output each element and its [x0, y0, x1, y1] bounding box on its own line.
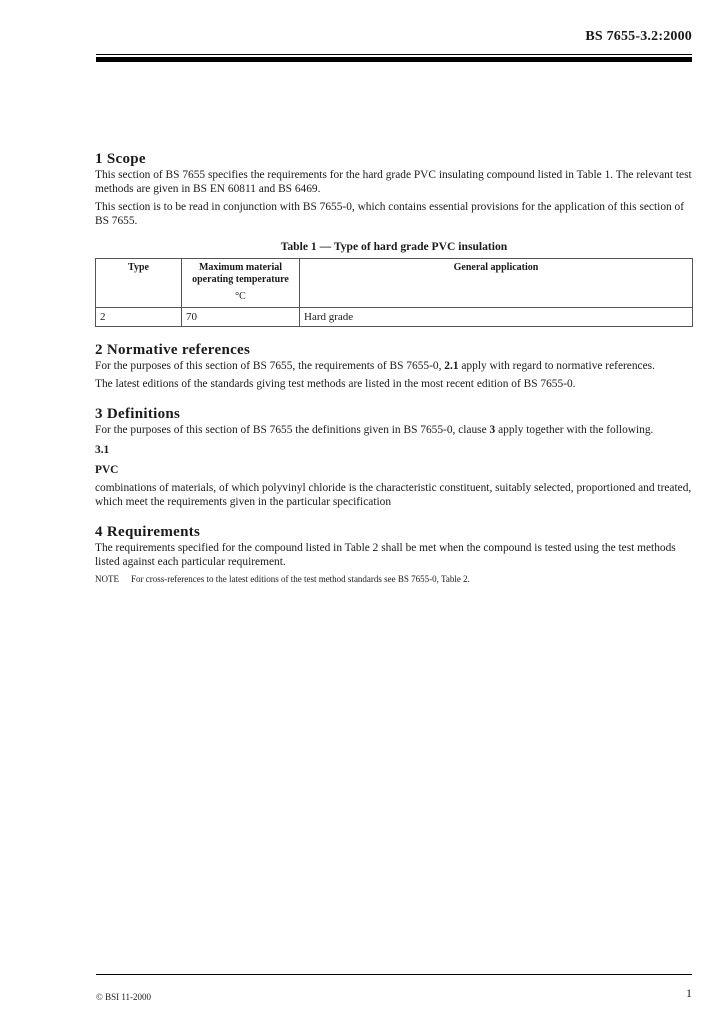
- footer-rule: [96, 974, 692, 975]
- definition-term: PVC: [95, 464, 119, 476]
- normative-paragraph-2: The latest editions of the standards giving test methods are listed in the most recent edition of BS 7655-0.: [95, 378, 576, 390]
- page-number: 1: [686, 986, 692, 1000]
- section-scope: [95, 150, 693, 327]
- section-definitions: [95, 405, 693, 509]
- normative-paragraph-1: [95, 359, 693, 373]
- table-header-max-temp-label: Maximum material operating temperature: [192, 262, 289, 285]
- table-header-max-temp: [182, 259, 300, 308]
- document-identifier: BS 7655-3.2:2000: [585, 29, 692, 44]
- table-cell-type: 2: [96, 308, 182, 327]
- table-row: [96, 308, 693, 327]
- normative-heading: 2 Normative references: [95, 342, 251, 358]
- definitions-p1-text: For the purposes of this section of BS 7655 the definitions given in BS 7655-0, clause: [95, 424, 490, 436]
- table-cell-application: Hard grade: [300, 308, 693, 327]
- table-header-application: [300, 259, 693, 308]
- requirements-note: [95, 573, 693, 585]
- section-normative-references: [95, 341, 693, 391]
- copyright-notice: © BSI 11-2000: [96, 992, 152, 1002]
- table-cell-temp: 70: [182, 308, 300, 327]
- table-1: [95, 258, 693, 327]
- table-header-type-label: Type: [128, 262, 149, 273]
- definitions-paragraph-1: [95, 423, 693, 437]
- table-1-title: Table 1 — Type of hard grade PVC insulation: [280, 240, 508, 253]
- note-text: For cross-references to the latest editions of the test method standards see BS 7655-0, Table 2.: [131, 574, 470, 584]
- header-rule-thin: [96, 54, 692, 55]
- normative-p1-clause: 2.1: [444, 360, 459, 372]
- definition-number: 3.1: [95, 444, 110, 456]
- requirements-paragraph-1: The requirements specified for the compound listed in Table 2 shall be met when the compound is tested using the test methods listed against each particular requirement.: [95, 542, 676, 568]
- table-header-temp-unit: °C: [235, 291, 246, 302]
- definitions-heading: 3 Definitions: [95, 406, 181, 422]
- table-header-application-label: General application: [453, 262, 539, 273]
- header-rule-thick: [96, 57, 692, 62]
- normative-p1-text-end: apply with regard to normative references.: [458, 360, 655, 372]
- page-content: [95, 150, 693, 585]
- definitions-p1-text-end: apply together with the following.: [495, 424, 654, 436]
- note-label: NOTE: [95, 574, 119, 584]
- table-1-header-row: [96, 259, 693, 308]
- definitions-p1-clause: 3: [489, 424, 496, 436]
- requirements-heading: 4 Requirements: [95, 524, 201, 540]
- scope-paragraph-1: This section of BS 7655 specifies the requirements for the hard grade PVC insulating compound listed in Table 1. The relevant test methods are given in BS EN 60811 and BS 6469.: [95, 169, 692, 195]
- section-requirements: [95, 523, 693, 585]
- scope-heading: 1 Scope: [95, 151, 146, 167]
- scope-paragraph-2: This section is to be read in conjunction with BS 7655-0, which contains essential provisions for the application of this section of BS 7655.: [95, 201, 685, 227]
- definition-text: combinations of materials, of which polyvinyl chloride is the characteristic constituent, suitably selected, proportioned and treated, which meet the requirements given in the particular specification: [95, 482, 692, 508]
- table-header-type: [96, 259, 182, 308]
- normative-p1-text: For the purposes of this section of BS 7655, the requirements of BS 7655-0,: [95, 360, 445, 372]
